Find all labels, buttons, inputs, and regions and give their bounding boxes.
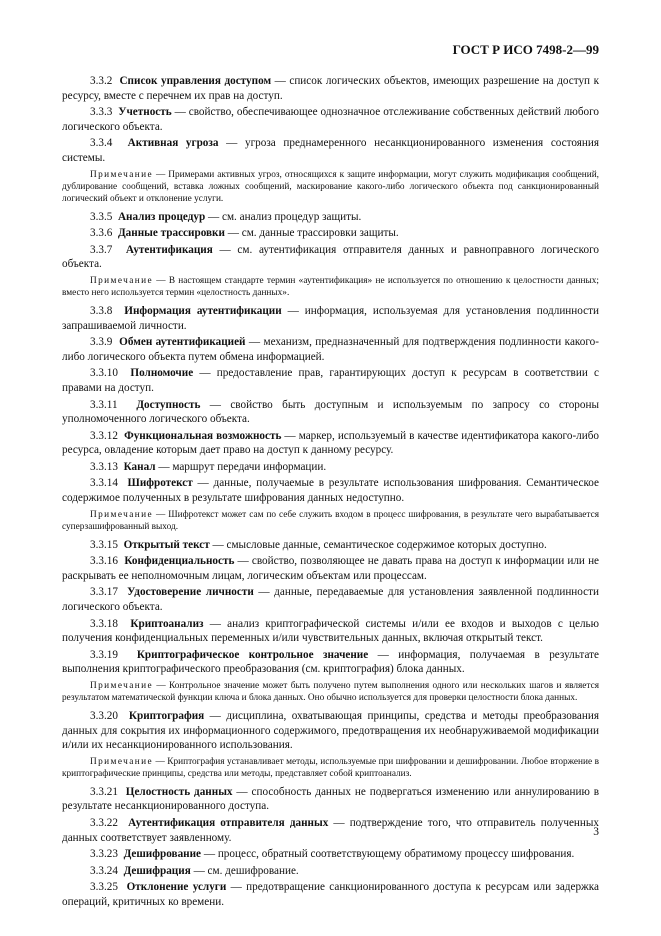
entry-definition: информация, получаемая в результате выполнения криптографического преобразования (см. криптография) блока данных. [62, 648, 599, 676]
entry-number: 3.3.3 [90, 106, 113, 119]
note: Примечание — В настоящем стандарте термин «аутентификация» не используется по отношению к целостности данных; вместо него используется термин «целостность данных». [62, 275, 599, 298]
entry-number: 3.3.24 [90, 864, 118, 877]
entry-term: Канал [123, 460, 156, 473]
entry-term: Криптография [128, 710, 205, 722]
entry-number: 3.3.14 [90, 477, 118, 490]
entry-number: 3.3.10 [90, 367, 118, 380]
document-header: ГОСТ Р ИСО 7498-2—99 [452, 42, 599, 57]
term-entry: 3.3.4 Активная угроза — угроза преднамеренного несанкционированного изменения состояния системы. [62, 137, 600, 164]
entry-term: Конфиденциальность [124, 555, 235, 568]
term-entry: 3.3.15 Открытый текст — смысловые данные, семантическое содержимое которых доступно. [90, 538, 547, 551]
entry-number: 3.3.5 [90, 210, 113, 223]
entry-definition: смысловые данные, семантическое содержимое которых доступно. [226, 538, 547, 551]
entry-number: 3.3.6 [90, 227, 113, 240]
note-text: Криптография устанавливает методы, используемые при шифровании и дешифровании. Любое вторжение в криптографические принципы, средства или методы, представляет собой криптоанализ. [62, 756, 599, 779]
entry-number: 3.3.8 [90, 304, 113, 317]
entry-number: 3.3.12 [90, 429, 118, 442]
entry-term: Обмен аутентификацией [119, 336, 246, 349]
entry-definition: предоставление прав, гарантирующих доступ к ресурсам в соответствии с правами на доступ. [62, 367, 599, 394]
note-label: Примечание [90, 509, 153, 520]
term-entry: 3.3.17 Удостоверение личности — данные, передаваемые для установления заявленной подлинности логического объекта. [62, 586, 600, 614]
entry-term: Активная угроза [127, 137, 219, 150]
note-text: Примерами активных угроз, относящихся к защите информации, могут служить модификация сообщений, дублирование сообщений, вставка ложных сообщений, маскирование какого-либо логического объекта под санкционированный логический объект и отклонение услуги. [62, 169, 599, 204]
entry-number: 3.3.22 [90, 816, 118, 829]
term-entry: 3.3.9 Обмен аутентификацией — механизм, предназначенный для подтверждения подлинности какого-либо логического объекта путем обмена информацией. [62, 336, 599, 363]
entry-definition: дисциплина, охватывающая принципы, средства и методы преобразования данных для сокрытия их информационного содержимого, предотвращения их необнаруживаемой модификации и/или их несанкционированного использования. [62, 710, 600, 752]
entry-definition: информация, используемая для установления подлинности запрашиваемой личности. [62, 304, 600, 332]
term-entry: 3.3.8 Информация аутентификации — информация, используемая для установления подлинности запрашиваемой личности. [62, 304, 600, 332]
entry-definition: свойство, обеспечивающее однозначное отслеживание собственных действий любого логического объекта. [62, 106, 600, 133]
term-entry: 3.3.6 Данные трассировки — см. данные трассировки защиты. [90, 227, 399, 240]
term-entry: 3.3.21 Целостность данных — способность данных не подвергаться изменению или аннулированию в результате несанкционированного доступа. [62, 785, 600, 813]
note-label: Примечание [90, 275, 153, 286]
entry-definition: подтверждение того, что отправитель полученных данных соответствует заявленному. [62, 816, 600, 844]
entry-number: 3.3.15 [90, 538, 118, 551]
entry-term: Анализ процедур [117, 210, 206, 223]
entry-term: Дешифрование [123, 848, 202, 861]
entry-number: 3.3.7 [90, 243, 113, 256]
term-entry: 3.3.5 Анализ процедур — см. анализ процедур защиты. [90, 210, 362, 223]
entry-term: Данные трассировки [117, 227, 225, 240]
entry-term: Функциональная возможность [124, 429, 282, 442]
term-entry: 3.3.20 Криптография — дисциплина, охватывающая принципы, средства и методы преобразования данных для сокрытия их информационного содержимого, предотвращения их необнаруживаемой модификации и/или их несанкционированного использования. [62, 710, 600, 752]
term-entry: 3.3.19 Криптографическое контрольное значение — информация, получаемая в результате выполнения криптографического преобразования (см. криптография) блока данных. [62, 648, 599, 676]
entry-definition: механизм, предназначенный для подтверждения подлинности какого-либо логического объекта путем обмена информацией. [62, 336, 599, 363]
entry-term: Удостоверение личности [127, 586, 254, 599]
entry-term: Аутентификация отправителя данных [128, 816, 329, 829]
term-entry: 3.3.18 Криптоанализ — анализ криптографической системы и/или ее входов и выходов с целью получения конфиденциальных переменных и/или чувствительных данных, включая открытый текст. [62, 617, 600, 645]
entry-number: 3.3.20 [90, 710, 118, 722]
term-entry: 3.3.24 Дешифрация — см. дешифрование. [90, 864, 299, 877]
entry-definition: см. аутентификация отправителя данных и равноправного логического объекта. [62, 243, 599, 271]
term-entry: 3.3.13 Канал — маршрут передачи информации. [90, 460, 327, 473]
entry-definition: способность данных не подвергаться изменению или аннулированию в результате несанкционированного доступа. [62, 785, 600, 813]
entry-term: Список управления доступом [119, 75, 272, 87]
term-entry: 3.3.16 Конфиденциальность — свойство, позволяющее не давать права на доступ к информации или не раскрывать ее неполномочным лицам, логическим объектам или процессам. [62, 555, 600, 582]
entry-term: Криптоанализ [130, 617, 204, 630]
entry-term: Полномочие [130, 367, 194, 380]
page-number: 3 [593, 826, 599, 838]
note-text: Шифротекст может сам по себе служить входом в процесс шифрования, в результате чего вырабатывается суперзашифрованный выход. [62, 509, 599, 532]
note-label: Примечание [90, 169, 153, 180]
note-label: Примечание [90, 756, 153, 767]
entry-definition: свойство быть доступным и используемым по запросу со стороны уполномоченного логического объекта. [62, 398, 600, 426]
entry-definition: см. анализ процедур защиты. [221, 210, 362, 223]
entry-term: Доступность [136, 398, 201, 411]
entry-definition: см. данные трассировки защиты. [241, 227, 399, 240]
entry-definition: данные, получаемые в результате использования шифрования. Семантическое содержимое полученных в результате шифрования данных недоступно. [62, 477, 600, 505]
entry-definition: список логических объектов, имеющих разрешение на доступ к ресурсу, вместе с перечнем их прав на доступ. [62, 75, 600, 102]
entry-number: 3.3.13 [90, 460, 118, 473]
note: Примечание — Шифротекст может сам по себе служить входом в процесс шифрования, в результате чего вырабатывается суперзашифрованный выход. [62, 509, 599, 532]
entry-term: Дешифрация [123, 864, 191, 877]
entry-term: Аутентификация [125, 243, 213, 256]
note-label: Примечание [90, 681, 153, 691]
term-entry: 3.3.3 Учетность — свойство, обеспечивающее однозначное отслеживание собственных действий любого логического объекта. [62, 106, 600, 133]
term-entry: 3.3.12 Функциональная возможность — маркер, используемый в качестве идентификатора какого-либо ресурса, овладение которым дает право на доступ к данному ресурсу. [62, 429, 600, 457]
entry-term: Отклонение услуги [126, 881, 227, 894]
term-entry: 3.3.2 Список управления доступом — список логических объектов, имеющих разрешение на доступ к ресурсу, вместе с перечнем их прав на доступ. [62, 75, 600, 102]
entry-number: 3.3.23 [90, 848, 118, 861]
entry-definition: предотвращение санкционированного доступа к ресурсам или задержка операций, критичных ко времени. [62, 881, 600, 908]
entry-number: 3.3.21 [90, 785, 118, 798]
term-entry: 3.3.14 Шифротекст — данные, получаемые в результате использования шифрования. Семантическое содержимое полученных в результате шифрования данных недоступно. [62, 477, 600, 505]
entry-number: 3.3.2 [90, 75, 113, 87]
entry-term: Шифротекст [127, 477, 193, 490]
entry-definition: угроза преднамеренного несанкционированного изменения состояния системы. [62, 137, 600, 164]
entry-definition: свойство, позволяющее не давать права на доступ к информации или не раскрывать ее неполномочным лицам, логическим объектам или процессам. [62, 555, 600, 582]
entry-definition: данные, передаваемые для установления заявленной подлинности логического объекта. [62, 586, 600, 614]
term-entry: 3.3.11 Доступность — свойство быть доступным и используемым по запросу со стороны уполномоченного логического объекта. [62, 398, 600, 426]
term-entry: 3.3.10 Полномочие — предоставление прав, гарантирующих доступ к ресурсам в соответствии с правами на доступ. [62, 367, 599, 394]
term-entry: 3.3.22 Аутентификация отправителя данных — подтверждение того, что отправитель полученных данных соответствует заявленному. [62, 816, 600, 844]
entry-number: 3.3.11 [90, 398, 118, 411]
entry-definition: см. дешифрование. [207, 864, 299, 877]
note-text: Контрольное значение может быть получено путем выполнения одного или нескольких шагов и является результатом математической функции ключа и блока данных. Оно обычно используется для проверки целостности блока данных. [62, 681, 599, 703]
document-body [62, 74, 599, 912]
entry-term: Открытый текст [123, 538, 210, 551]
term-entry: 3.3.25 Отклонение услуги — предотвращение санкционированного доступа к ресурсам или задержка операций, критичных ко времени. [62, 881, 600, 908]
entry-number: 3.3.25 [90, 881, 118, 894]
entry-term: Целостность данных [125, 785, 233, 798]
entry-number: 3.3.19 [90, 648, 118, 661]
entry-number: 3.3.9 [90, 336, 113, 349]
entry-definition: маршрут передачи информации. [172, 460, 327, 473]
entry-number: 3.3.16 [90, 555, 118, 568]
entry-definition: анализ криптографической системы и/или ее входов и выходов с целью получения конфиденциальных переменных и/или чувствительных данных, включая открытый текст. [62, 617, 600, 645]
entry-term: Информация аутентификации [124, 304, 282, 317]
term-entry: 3.3.23 Дешифрование — процесс, обратный соответствующему обратимому процессу шифрования. [90, 848, 575, 861]
entry-term: Криптографическое контрольное значение [136, 648, 369, 661]
entry-number: 3.3.17 [90, 586, 118, 599]
entry-number: 3.3.18 [90, 617, 118, 630]
note: Примечание — Криптография устанавливает методы, используемые при шифровании и дешифровании. Любое вторжение в криптографические принципы, средства или методы, представляет собой криптоанализ. [62, 756, 599, 779]
note: Примечание — Примерами активных угроз, относящихся к защите информации, могут служить модификация сообщений, дублирование сообщений, вставка ложных сообщений, маскирование какого-либо логического объекта под санкционированный логический объект и отклонение услуги. [62, 169, 599, 204]
entry-definition: процесс, обратный соответствующему обратимому процессу шифрования. [217, 848, 575, 861]
entry-definition: маркер, используемый в качестве идентификатора какого-либо ресурса, овладение которым дает право на доступ к данному ресурсу. [62, 429, 600, 457]
note-text: В настоящем стандарте термин «аутентификация» не используется по отношению к целостности данных; вместо него используется термин «целостность данных». [62, 275, 599, 298]
note: Примечание — Контрольное значение может быть получено путем выполнения одного или нескольких шагов и является результатом математической функции ключа и блока данных. Оно обычно используется для проверки целостности блока данных. [62, 681, 599, 703]
entry-term: Учетность [118, 106, 172, 119]
term-entry: 3.3.7 Аутентификация — см. аутентификация отправителя данных и равноправного логического объекта. [62, 243, 599, 271]
entry-number: 3.3.4 [90, 137, 113, 150]
